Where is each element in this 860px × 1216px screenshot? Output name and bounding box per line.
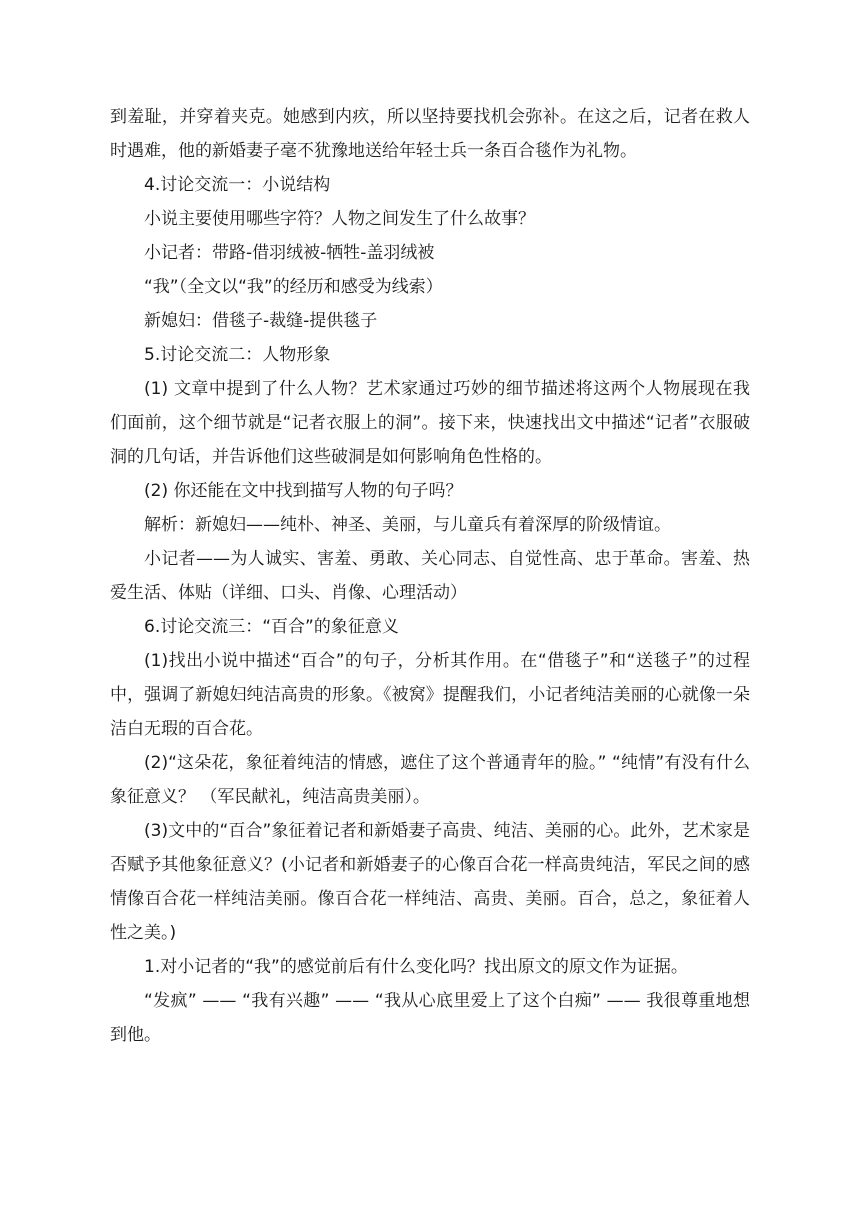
paragraph-item-2: (2) 你还能在文中找到描写人物的句子吗？ bbox=[144, 481, 463, 501]
paragraph-narrator-line: “我”（全文以“我”的经历和感受为线索） bbox=[144, 277, 443, 297]
paragraph-bride-line: 新媳妇：借毯子-裁缝-提供毯子 bbox=[144, 311, 378, 331]
paragraph-symbol-3: (3)文中的“百合”象征着记者和新婚妻子高贵、纯洁、美丽的心。此外，艺术家是否赋予其他象征意义？(小记者和新婚妻子的心像百合花一样高贵纯洁，军民之间的感情像百合花一样纯洁美丽。像百合花一样纯洁、高贵、美丽。百合，总之，象征着人性之美。) bbox=[110, 821, 750, 943]
paragraph-continuation: 到羞耻，并穿着夹克。她感到内疚，所以坚持要找机会弥补。在这之后，记者在救人时遇难，他的新婚妻子毫不犹豫地送给年轻士兵一条百合毯作为礼物。 bbox=[110, 107, 750, 161]
paragraph-question-change: 1.对小记者的“我”的感觉前后有什么变化吗？找出原文的原文作为证据。 bbox=[144, 957, 688, 977]
document-body bbox=[110, 100, 750, 1052]
heading-discussion-structure: 4.讨论交流一：小说结构 bbox=[144, 175, 331, 195]
paragraph-evidence: “发疯” —— “我有兴趣” —— “我从心底里爱上了这个白痴” —— 我很尊重地想到他。 bbox=[110, 991, 750, 1045]
heading-discussion-symbolism: 6.讨论交流三：“百合”的象征意义 bbox=[144, 617, 399, 637]
paragraph-reporter-line: 小记者：带路-借羽绒被-牺牲-盖羽绒被 bbox=[144, 243, 435, 263]
paragraph-item-1: (1) 文章中提到了什么人物？艺术家通过巧妙的细节描述将这两个人物展现在我们面前，这个细节就是“记者衣服上的洞”。接下来，快速找出文中描述“记者”衣服破洞的几句话，并告诉他们这些破洞是如何影响角色性格的。 bbox=[110, 379, 750, 467]
heading-discussion-characters: 5.讨论交流二：人物形象 bbox=[144, 345, 331, 365]
paragraph-analysis: 解析：新媳妇——纯朴、神圣、美丽，与儿童兵有着深厚的阶级情谊。 bbox=[144, 515, 671, 535]
paragraph-question: 小说主要使用哪些字符？人物之间发生了什么故事？ bbox=[144, 209, 535, 229]
paragraph-reporter-traits: 小记者——为人诚实、害羞、勇敢、关心同志、自觉性高、忠于革命。害羞、热爱生活、体贴（详细、口头、肖像、心理活动） bbox=[110, 549, 750, 603]
paragraph-symbol-1: (1)找出小说中描述“百合”的句子，分析其作用。在“借毯子”和“送毯子”的过程中，强调了新媳妇纯洁高贵的形象。《被窝》提醒我们，小记者纯洁美丽的心就像一朵洁白无瑕的百合花。 bbox=[110, 651, 750, 739]
paragraph-symbol-2: (2)“这朵花，象征着纯洁的情感，遮住了这个普通青年的脸。” “纯情”有没有什么象征意义？ （军民献礼，纯洁高贵美丽）。 bbox=[110, 753, 750, 807]
